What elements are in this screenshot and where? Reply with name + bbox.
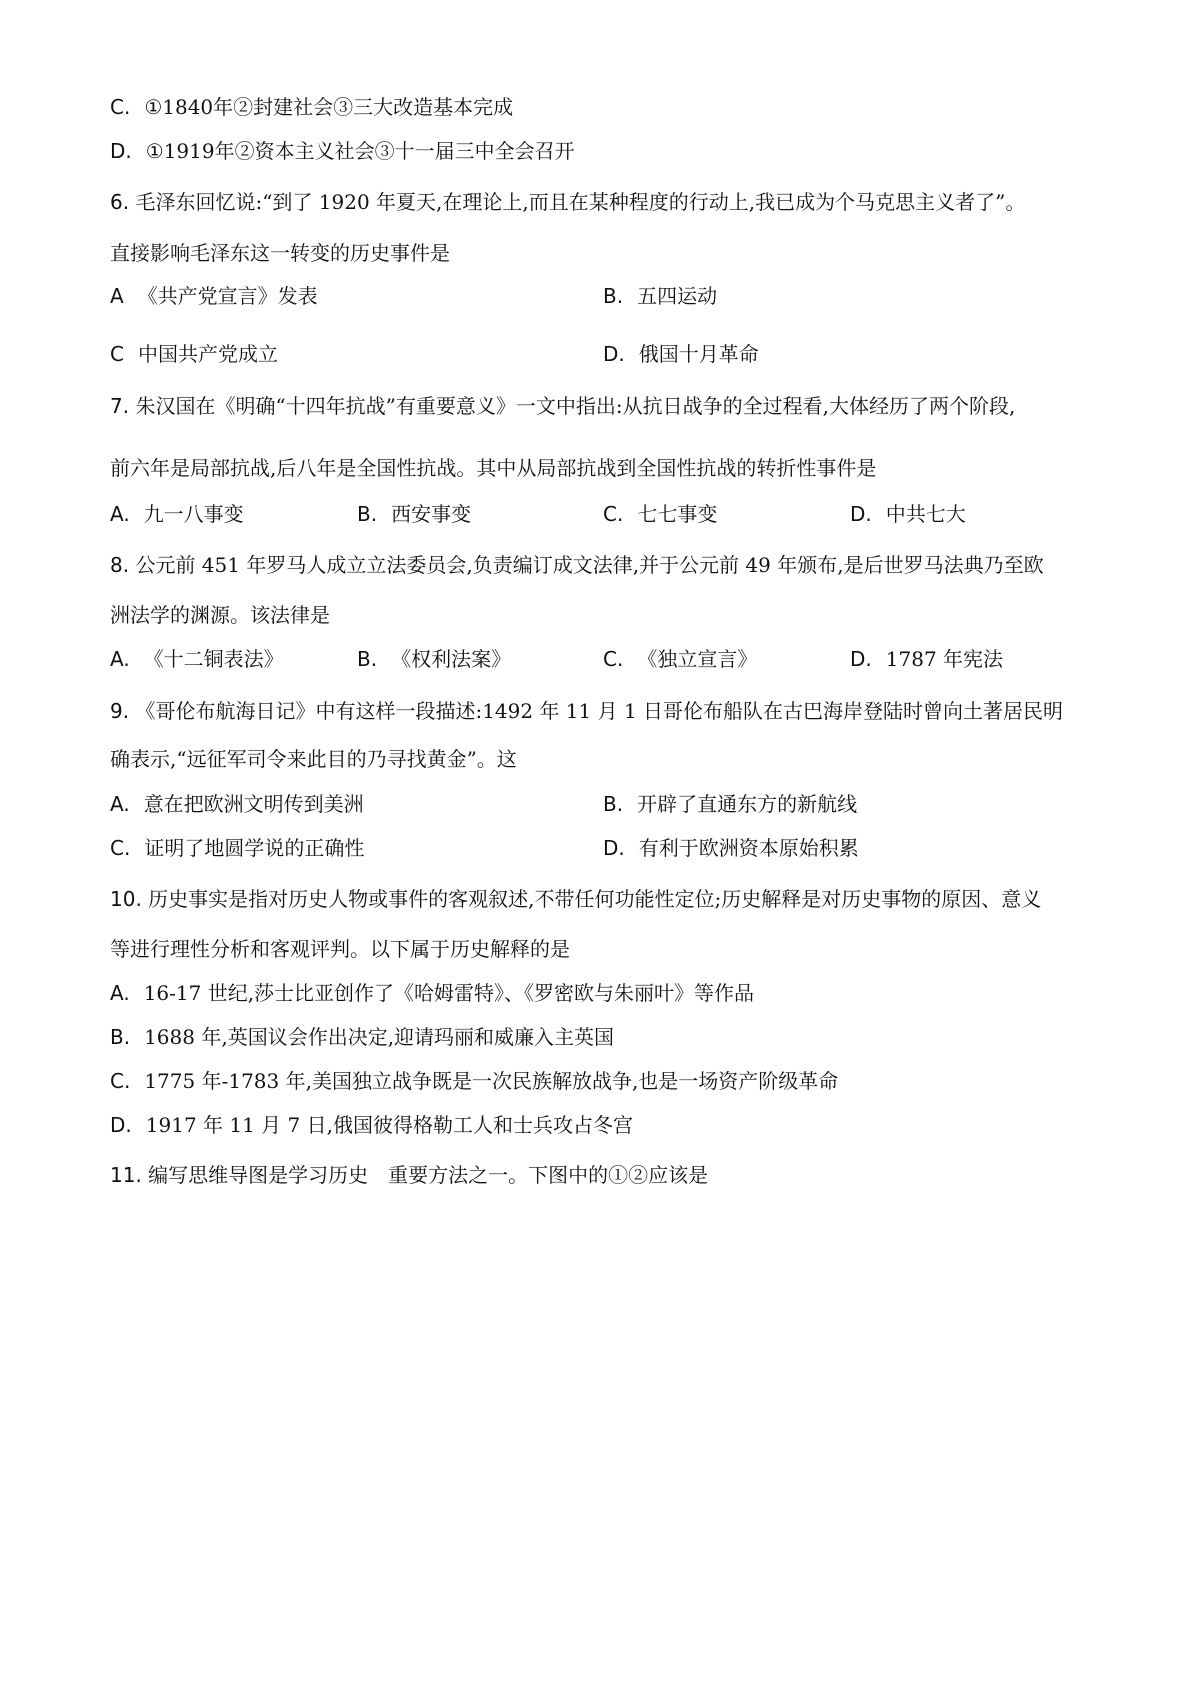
q10-option-d	[110, 1111, 633, 1139]
q10-stem-line1	[110, 885, 1041, 913]
q7-option-c-letter: C.	[603, 502, 624, 526]
q6-option-a-letter: A	[110, 284, 124, 308]
q9-option-d	[603, 834, 859, 862]
q10-option-d-text: 1917 年 11 月 7 日,俄国彼得格勒工人和士兵攻占冬宫	[145, 1113, 633, 1137]
q10-stem-line2: 等进行理性分析和客观评判。以下属于历史解释的是	[110, 937, 570, 961]
q6-number: 6.	[110, 190, 130, 214]
q7-option-a	[110, 500, 244, 528]
q6-stem-line2: 直接影响毛泽东这一转变的历史事件是	[110, 241, 450, 265]
q7-option-b-letter: B.	[357, 502, 378, 526]
q8-option-c-text: 《独立宣言》	[637, 647, 758, 671]
q7-stem-line2: 前六年是局部抗战,后八年是全国性抗战。其中从局部抗战到全国性抗战的转折性事件是	[110, 456, 877, 480]
q10-option-b	[110, 1023, 614, 1051]
q10-number: 10.	[110, 887, 142, 911]
q10-option-a-letter: A.	[110, 981, 130, 1005]
q10-option-c-letter: C.	[110, 1069, 131, 1093]
q9-option-b-text: 开辟了直通东方的新航线	[637, 792, 858, 816]
q9-option-b-letter: B.	[603, 792, 624, 816]
q9-option-b	[603, 790, 857, 818]
q6-option-b	[603, 282, 717, 310]
q7-option-a-letter: A.	[110, 502, 130, 526]
q8-option-b	[357, 645, 511, 673]
q6-option-d-text: 俄国十月革命	[638, 342, 759, 366]
q10-text-1: 历史事实是指对历史人物或事件的客观叙述,不带任何功能性定位;历史解释是对历史事物的原因、意义	[148, 887, 1042, 911]
q10-option-d-letter: D.	[110, 1113, 132, 1137]
q7-text-1: 朱汉国在《明确“十四年抗战”有重要意义》一文中指出:从抗日战争的全过程看,大体经历了两个阶段,	[135, 394, 1016, 418]
q10-option-c-text: 1775 年-1783 年,美国独立战争既是一次民族解放战争,也是一场资产阶级革命	[144, 1069, 839, 1093]
q7-option-d-text: 中共七大	[885, 502, 966, 526]
q6-text-1: 毛泽东回忆说:“到了 1920 年夏天,在理论上,而且在某种程度的行动上,我已成为个马克思主义者了”。	[135, 190, 1026, 214]
q9-number: 9.	[110, 699, 130, 723]
q9-stem-line2: 确表示,“远征军司令来此目的乃寻找黄金”。这	[110, 747, 517, 771]
q9-option-d-letter: D.	[603, 836, 625, 860]
q7-option-d	[850, 500, 966, 528]
q8-option-b-letter: B.	[357, 647, 378, 671]
q9-option-d-text: 有利于欧洲资本原始积累	[638, 836, 859, 860]
q8-number: 8.	[110, 553, 130, 577]
q6-option-c	[110, 340, 278, 368]
q7-stem-line1	[110, 392, 1015, 420]
q8-stem-line1	[110, 551, 1044, 579]
q11-number: 11.	[110, 1163, 142, 1187]
q7-option-a-text: 九一八事变	[143, 502, 244, 526]
q8-option-a-letter: A.	[110, 647, 130, 671]
q8-stem-line2: 洲法学的渊源。该法律是	[110, 603, 330, 627]
q5-option-d-text: ①1919年②资本主义社会③十一届三中全会召开	[145, 139, 575, 163]
q6-option-a	[110, 282, 318, 310]
q6-stem-line1	[110, 188, 1025, 216]
q11-text-1: 编写思维导图是学习历史 重要方法之一。下图中的①②应该是	[148, 1163, 709, 1187]
q9-option-a-letter: A.	[110, 792, 130, 816]
q9-stem-line1	[110, 697, 1063, 725]
q5-option-c-letter: C.	[110, 95, 131, 119]
q6-option-a-text: 《共产党宣言》发表	[137, 284, 318, 308]
q9-text-1: 《哥伦布航海日记》中有这样一段描述:1492 年 11 月 1 日哥伦布船队在古巴海岸登陆时曾向土著居民明	[135, 699, 1064, 723]
q11-stem-line1	[110, 1161, 708, 1189]
q10-option-b-letter: B.	[110, 1025, 131, 1049]
q8-option-a-text: 《十二铜表法》	[143, 647, 284, 671]
q8-option-c-letter: C.	[603, 647, 624, 671]
q8-option-c	[603, 645, 757, 673]
q6-option-d-letter: D.	[603, 342, 625, 366]
q5-option-d	[110, 137, 575, 165]
q8-option-d-letter: D.	[850, 647, 872, 671]
q10-option-a-text: 16-17 世纪,莎士比亚创作了《哈姆雷特》、《罗密欧与朱丽叶》等作品	[143, 981, 755, 1005]
q10-option-c	[110, 1067, 838, 1095]
q5-option-c-text: ①1840年②封建社会③三大改造基本完成	[144, 95, 514, 119]
q6-option-b-text: 五四运动	[637, 284, 718, 308]
q7-option-c	[603, 500, 717, 528]
q7-option-b	[357, 500, 471, 528]
q9-option-a-text: 意在把欧洲文明传到美洲	[143, 792, 364, 816]
q8-option-d	[850, 645, 1003, 673]
q10-option-a	[110, 979, 754, 1007]
q9-option-a	[110, 790, 364, 818]
q6-option-c-text: 中国共产党成立	[137, 342, 278, 366]
q9-option-c	[110, 834, 364, 862]
q9-option-c-letter: C.	[110, 836, 131, 860]
q8-option-a	[110, 645, 284, 673]
q5-option-d-letter: D.	[110, 139, 132, 163]
q6-option-c-letter: C	[110, 342, 124, 366]
q10-option-b-text: 1688 年,英国议会作出决定,迎请玛丽和威廉入主英国	[144, 1025, 615, 1049]
q8-option-b-text: 《权利法案》	[391, 647, 512, 671]
q6-option-d	[603, 340, 759, 368]
q9-option-c-text: 证明了地圆学说的正确性	[144, 836, 365, 860]
q6-option-b-letter: B.	[603, 284, 624, 308]
q5-option-c	[110, 93, 513, 121]
q7-option-b-text: 西安事变	[391, 502, 472, 526]
q7-option-c-text: 七七事变	[637, 502, 718, 526]
q7-option-d-letter: D.	[850, 502, 872, 526]
q7-number: 7.	[110, 394, 130, 418]
q8-option-d-text: 1787 年宪法	[885, 647, 1004, 671]
q8-text-1: 公元前 451 年罗马人成立立法委员会,负责编订成文法律,并于公元前 49 年颁布,是后世罗马法典乃至欧	[135, 553, 1044, 577]
